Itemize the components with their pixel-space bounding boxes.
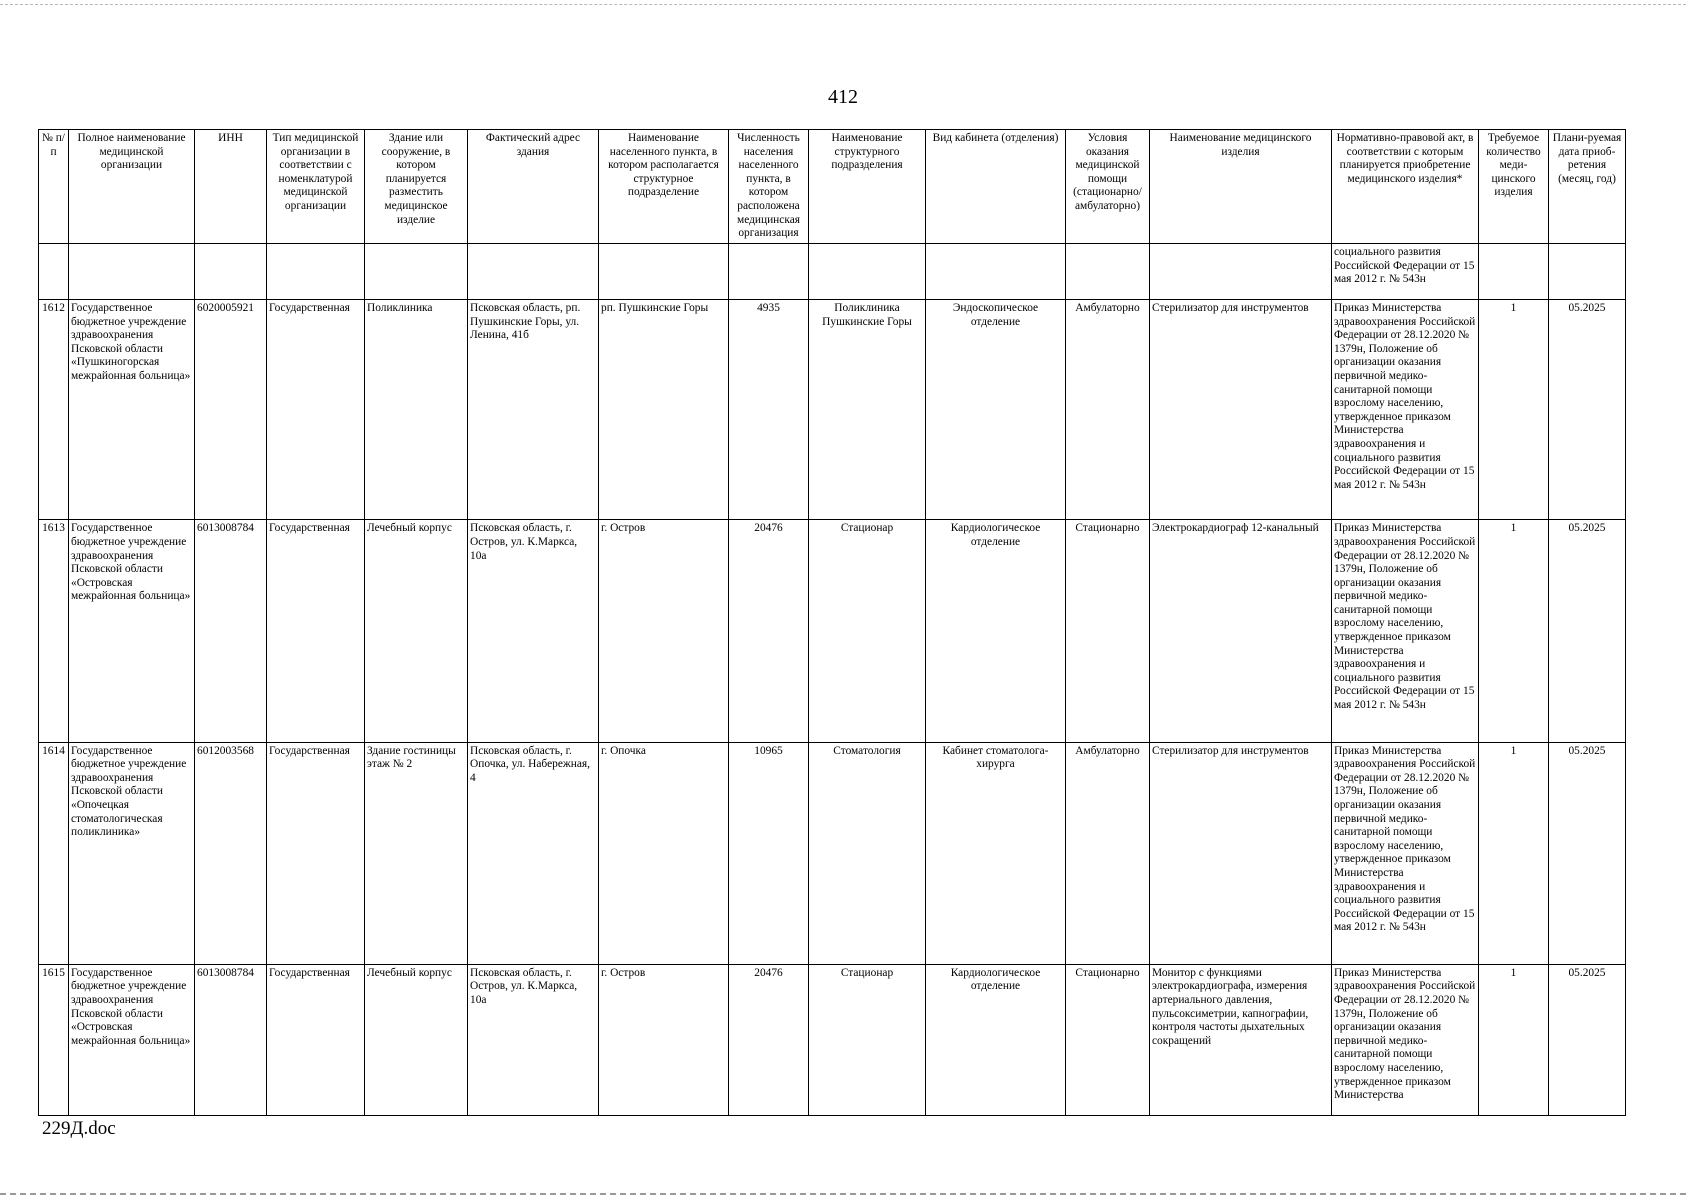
header-cell-address: Фактический адрес здания	[468, 130, 599, 244]
cell-locality: г. Остров	[599, 964, 729, 1115]
cell-num: 1614	[39, 742, 69, 964]
cell-date: 05.2025	[1549, 300, 1626, 520]
cell-population: 20476	[729, 964, 809, 1115]
cell-org: Государственное бюджетное учреждение здравоохранения Псковской области «Островская межрайонная больница»	[69, 520, 195, 742]
table-cell	[729, 244, 809, 300]
table-cell	[69, 244, 195, 300]
cell-org: Государственное бюджетное учреждение здравоохранения Псковской области «Островская межрайонная больница»	[69, 964, 195, 1115]
cell-building: Здание гостиницы этаж № 2	[365, 742, 468, 964]
table-row	[39, 742, 1626, 964]
table-cell	[195, 244, 267, 300]
cell-act: Приказ Министерства здравоохранения Российской Федерации от 28.12.2020 № 1379н, Положение об организации оказания первичной медико-санитарной помощи взрослому населению, утвержденное приказом Министерства здравоохранения и социального развития Российской Федерации от 15 мая 2012 г. № 543н	[1332, 520, 1479, 742]
header-cell-act: Нормативно-правовой акт, в соответствии с которым планируется приобретение медицинского изделия*	[1332, 130, 1479, 244]
table-cell	[468, 244, 599, 300]
cell-device: Электрокардиограф 12-канальный	[1150, 520, 1332, 742]
cell-date: 05.2025	[1549, 742, 1626, 964]
cell-qty: 1	[1479, 742, 1549, 964]
cell-inn: 6020005921	[195, 300, 267, 520]
cell-num: 1615	[39, 964, 69, 1115]
header-cell-num: № п/п	[39, 130, 69, 244]
header-cell-population: Численность населения населенного пункта, в котором расположена медицинская организация	[729, 130, 809, 244]
cell-building: Лечебный корпус	[365, 520, 468, 742]
cell-device: Стерилизатор для инструментов	[1150, 742, 1332, 964]
cell-locality: рп. Пушкинские Горы	[599, 300, 729, 520]
cell-type: Государственная	[267, 520, 365, 742]
cell-conditions: Амбулаторно	[1066, 300, 1150, 520]
header-cell-conditions: Условия оказания медицинской помощи (стационарно/ амбулаторно)	[1066, 130, 1150, 244]
scan-top-edge	[0, 4, 1686, 5]
cell-inn: 6012003568	[195, 742, 267, 964]
table-header-row	[39, 130, 1626, 244]
header-cell-type: Тип медицинской организации в соответствии с номенклатурой медицинской организации	[267, 130, 365, 244]
table-cell	[267, 244, 365, 300]
table-row	[39, 964, 1626, 1115]
header-cell-unit: Наименование структурного подразделения	[809, 130, 926, 244]
cell-unit: Поликлиника Пушкинские Горы	[809, 300, 926, 520]
cell-locality: г. Опочка	[599, 742, 729, 964]
table-cell	[1066, 244, 1150, 300]
cell-building: Поликлиника	[365, 300, 468, 520]
cell-device: Стерилизатор для инструментов	[1150, 300, 1332, 520]
cell-act: Приказ Министерства здравоохранения Российской Федерации от 28.12.2020 № 1379н, Положение об организации оказания первичной медико-санитарной помощи взрослому населению, утвержденное приказом Министерства здравоохранения и социального развития Российской Федерации от 15 мая 2012 г. № 543н	[1332, 300, 1479, 520]
cell-date: 05.2025	[1549, 964, 1626, 1115]
cell-address: Псковская область, г. Остров, ул. К.Маркса, 10а	[468, 520, 599, 742]
cell-num: 1613	[39, 520, 69, 742]
cell-cabinet: Кардиологическое отделение	[926, 520, 1066, 742]
table-cell	[1479, 244, 1549, 300]
header-cell-inn: ИНН	[195, 130, 267, 244]
cell-type: Государственная	[267, 742, 365, 964]
page-number: 412	[828, 86, 858, 108]
cell-inn: 6013008784	[195, 964, 267, 1115]
cell-act: Приказ Министерства здравоохранения Российской Федерации от 28.12.2020 № 1379н, Положение об организации оказания первичной медико-санитарной помощи взрослому населению, утвержденное приказом Министерства	[1332, 964, 1479, 1115]
cell-population: 10965	[729, 742, 809, 964]
cell-qty: 1	[1479, 520, 1549, 742]
header-cell-org: Полное наименование медицинской организации	[69, 130, 195, 244]
cell-unit: Стационар	[809, 964, 926, 1115]
cell-conditions: Стационарно	[1066, 964, 1150, 1115]
cell-act: Приказ Министерства здравоохранения Российской Федерации от 28.12.2020 № 1379н, Положение об организации оказания первичной медико-санитарной помощи взрослому населению, утвержденное приказом Министерства здравоохранения и социального развития Российской Федерации от 15 мая 2012 г. № 543н	[1332, 742, 1479, 964]
cell-inn: 6013008784	[195, 520, 267, 742]
cell-device: Монитор с функциями электрокардиографа, измерения артериального давления, пульсоксиметрии, капнографии, контроля частоты дыхательных сокращений	[1150, 964, 1332, 1115]
cell-qty: 1	[1479, 300, 1549, 520]
medical-devices-table	[38, 129, 1626, 1116]
cell-type: Государственная	[267, 964, 365, 1115]
cell-locality: г. Остров	[599, 520, 729, 742]
cell-cabinet: Кардиологическое отделение	[926, 964, 1066, 1115]
header-cell-building: Здание или сооружение, в котором планируется разместить медицинское изделие	[365, 130, 468, 244]
cell-act: социального развития Российской Федерации от 15 мая 2012 г. № 543н	[1332, 244, 1479, 300]
header-cell-locality: Наименование населенного пункта, в котором располагается структурное подразделение	[599, 130, 729, 244]
table-row-continuation	[39, 244, 1626, 300]
table-cell	[39, 244, 69, 300]
cell-cabinet: Эндоскопическое отделение	[926, 300, 1066, 520]
header-cell-device: Наименование медицинского изделия	[1150, 130, 1332, 244]
cell-org: Государственное бюджетное учреждение здравоохранения Псковской области «Пушкиногорская межрайонная больница»	[69, 300, 195, 520]
cell-date: 05.2025	[1549, 520, 1626, 742]
cell-org: Государственное бюджетное учреждение здравоохранения Псковской области «Опочецкая стоматологическая поликлиника»	[69, 742, 195, 964]
footer-filename: 229Д.doc	[42, 1118, 116, 1139]
table-cell	[926, 244, 1066, 300]
cell-num: 1612	[39, 300, 69, 520]
cell-unit: Стационар	[809, 520, 926, 742]
cell-population: 4935	[729, 300, 809, 520]
cell-unit: Стоматология	[809, 742, 926, 964]
cell-qty: 1	[1479, 964, 1549, 1115]
cell-type: Государственная	[267, 300, 365, 520]
cell-conditions: Стационарно	[1066, 520, 1150, 742]
table-cell	[1150, 244, 1332, 300]
header-cell-date: Плани-руемая дата приоб-ретения (месяц, год)	[1549, 130, 1626, 244]
table-cell	[809, 244, 926, 300]
cell-address: Псковская область, рп. Пушкинские Горы, ул. Ленина, 41б	[468, 300, 599, 520]
table-cell	[365, 244, 468, 300]
header-cell-qty: Требуемое количество меди-цинского изделия	[1479, 130, 1549, 244]
cell-address: Псковская область, г. Остров, ул. К.Маркса, 10а	[468, 964, 599, 1115]
table-cell	[1549, 244, 1626, 300]
scan-bottom-edge	[0, 1193, 1686, 1195]
table-row	[39, 300, 1626, 520]
table-cell	[599, 244, 729, 300]
cell-population: 20476	[729, 520, 809, 742]
cell-building: Лечебный корпус	[365, 964, 468, 1115]
cell-conditions: Амбулаторно	[1066, 742, 1150, 964]
table-row	[39, 520, 1626, 742]
header-cell-cabinet: Вид кабинета (отделения)	[926, 130, 1066, 244]
cell-address: Псковская область, г. Опочка, ул. Набережная, 4	[468, 742, 599, 964]
cell-cabinet: Кабинет стоматолога-хирурга	[926, 742, 1066, 964]
